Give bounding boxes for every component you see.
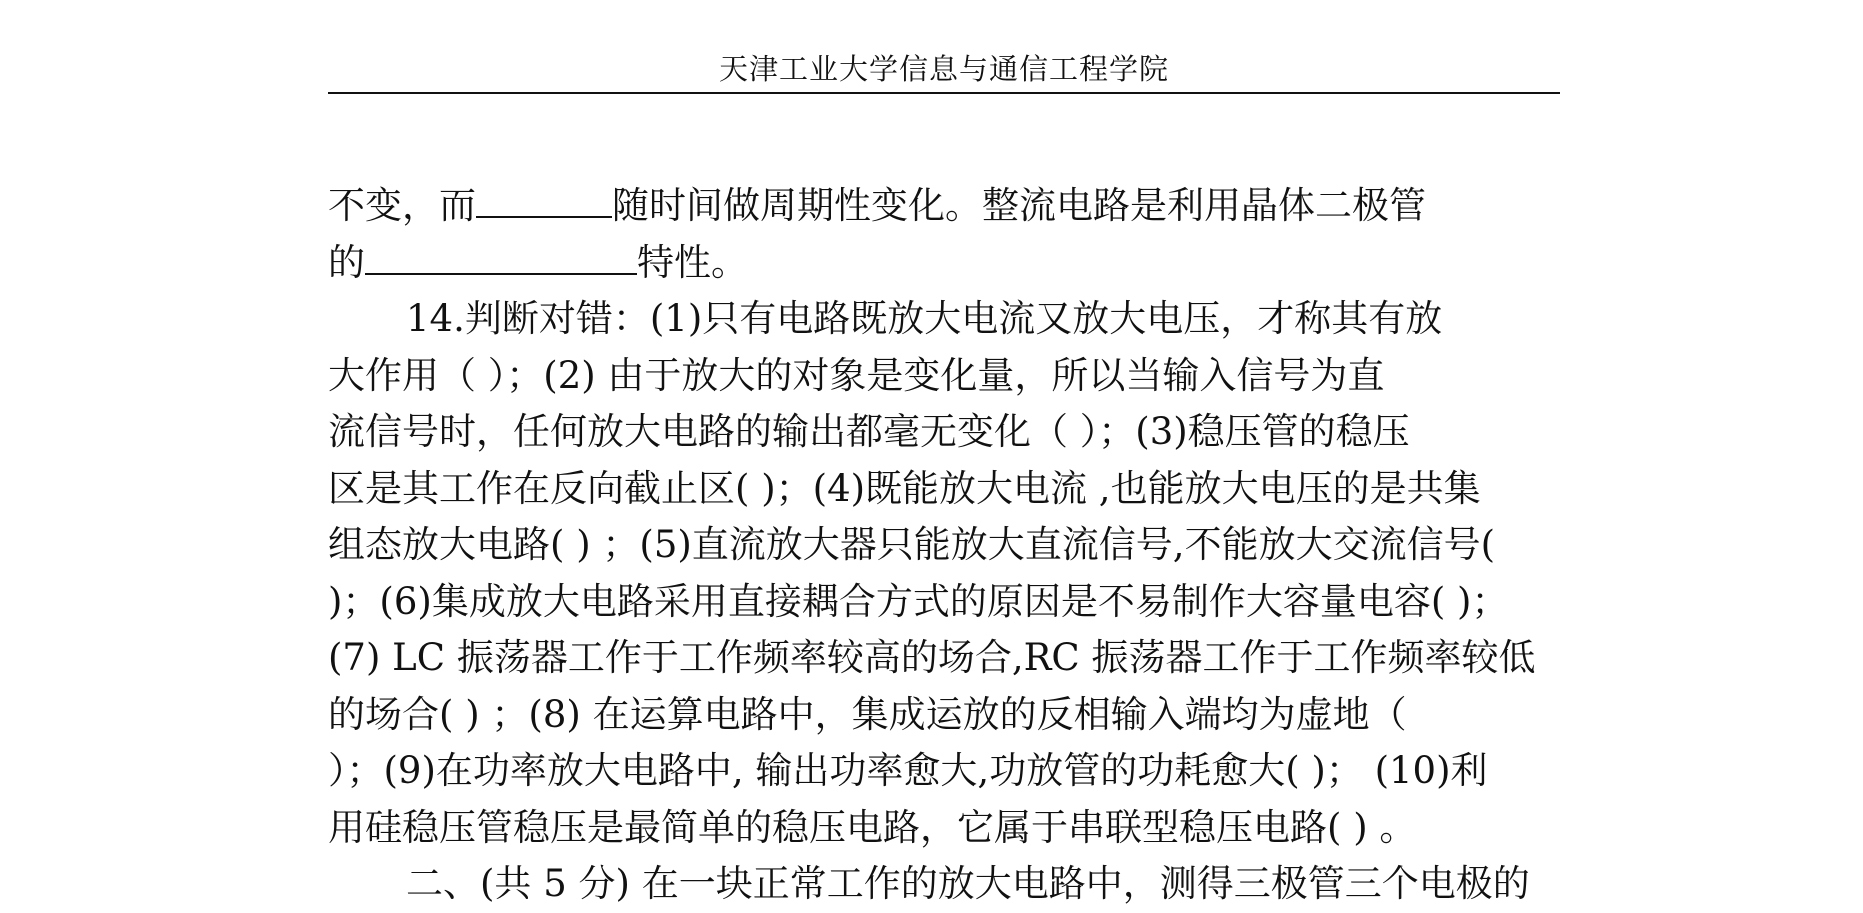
header-title: 天津工业大学信息与通信工程学院 bbox=[718, 52, 1169, 86]
fill-in-blank-2 bbox=[365, 245, 637, 275]
text-line-1 bbox=[328, 178, 1568, 235]
question-14-line: 14.判断对错：(1)只有电路既放大电流又放大电压，才称其有放 bbox=[406, 297, 1443, 340]
page-header bbox=[328, 52, 1560, 94]
document-body bbox=[328, 178, 1568, 913]
text-line-2 bbox=[328, 235, 1568, 292]
line-2-after-blank: 特性。 bbox=[637, 240, 748, 284]
text-line: 区是其工作在反向截止区( )；(4)既能放大电流 ,也能放大电压的是共集 bbox=[328, 466, 1481, 510]
fill-in-blank-1 bbox=[476, 188, 612, 218]
text-line: 流信号时，任何放大电路的输出都毫无变化（ ）；(3)稳压管的稳压 bbox=[328, 410, 1410, 453]
text-line: 用硅稳压管稳压是最简单的稳压电路，它属于串联型稳压电路( ) 。 bbox=[328, 805, 1417, 849]
text-line: 大作用（ ）；(2) 由于放大的对象是变化量，所以当输入信号为直 bbox=[328, 353, 1385, 397]
text-line: (7) LC 振荡器工作于工作频率较高的场合,RC 振荡器工作于工作频率较低 bbox=[328, 636, 1536, 679]
text-line: )；(6)集成放大电路采用直接耦合方式的原因是不易制作大容量电容( )； bbox=[328, 579, 1509, 623]
text-line: ）；(9)在功率放大电路中, 输出功率愈大,功放管的功耗愈大( )； (10)利 bbox=[328, 749, 1488, 792]
line-1-before-blank: 不变，而 bbox=[328, 184, 476, 227]
line-2-before-blank: 的 bbox=[328, 240, 365, 284]
text-line: 的场合( ) ；(8) 在运算电路中，集成运放的反相输入端均为虚地（ bbox=[328, 692, 1407, 736]
section-two-line: 二、(共 5 分) 在一块正常工作的放大电路中，测得三极管三个电极的 bbox=[406, 862, 1530, 905]
text-line: 组态放大电路( ) ；(5)直流放大器只能放大直流信号,不能放大交流信号( bbox=[328, 523, 1495, 566]
line-1-after-blank: 随时间做周期性变化。整流电路是利用晶体二极管 bbox=[612, 184, 1426, 227]
